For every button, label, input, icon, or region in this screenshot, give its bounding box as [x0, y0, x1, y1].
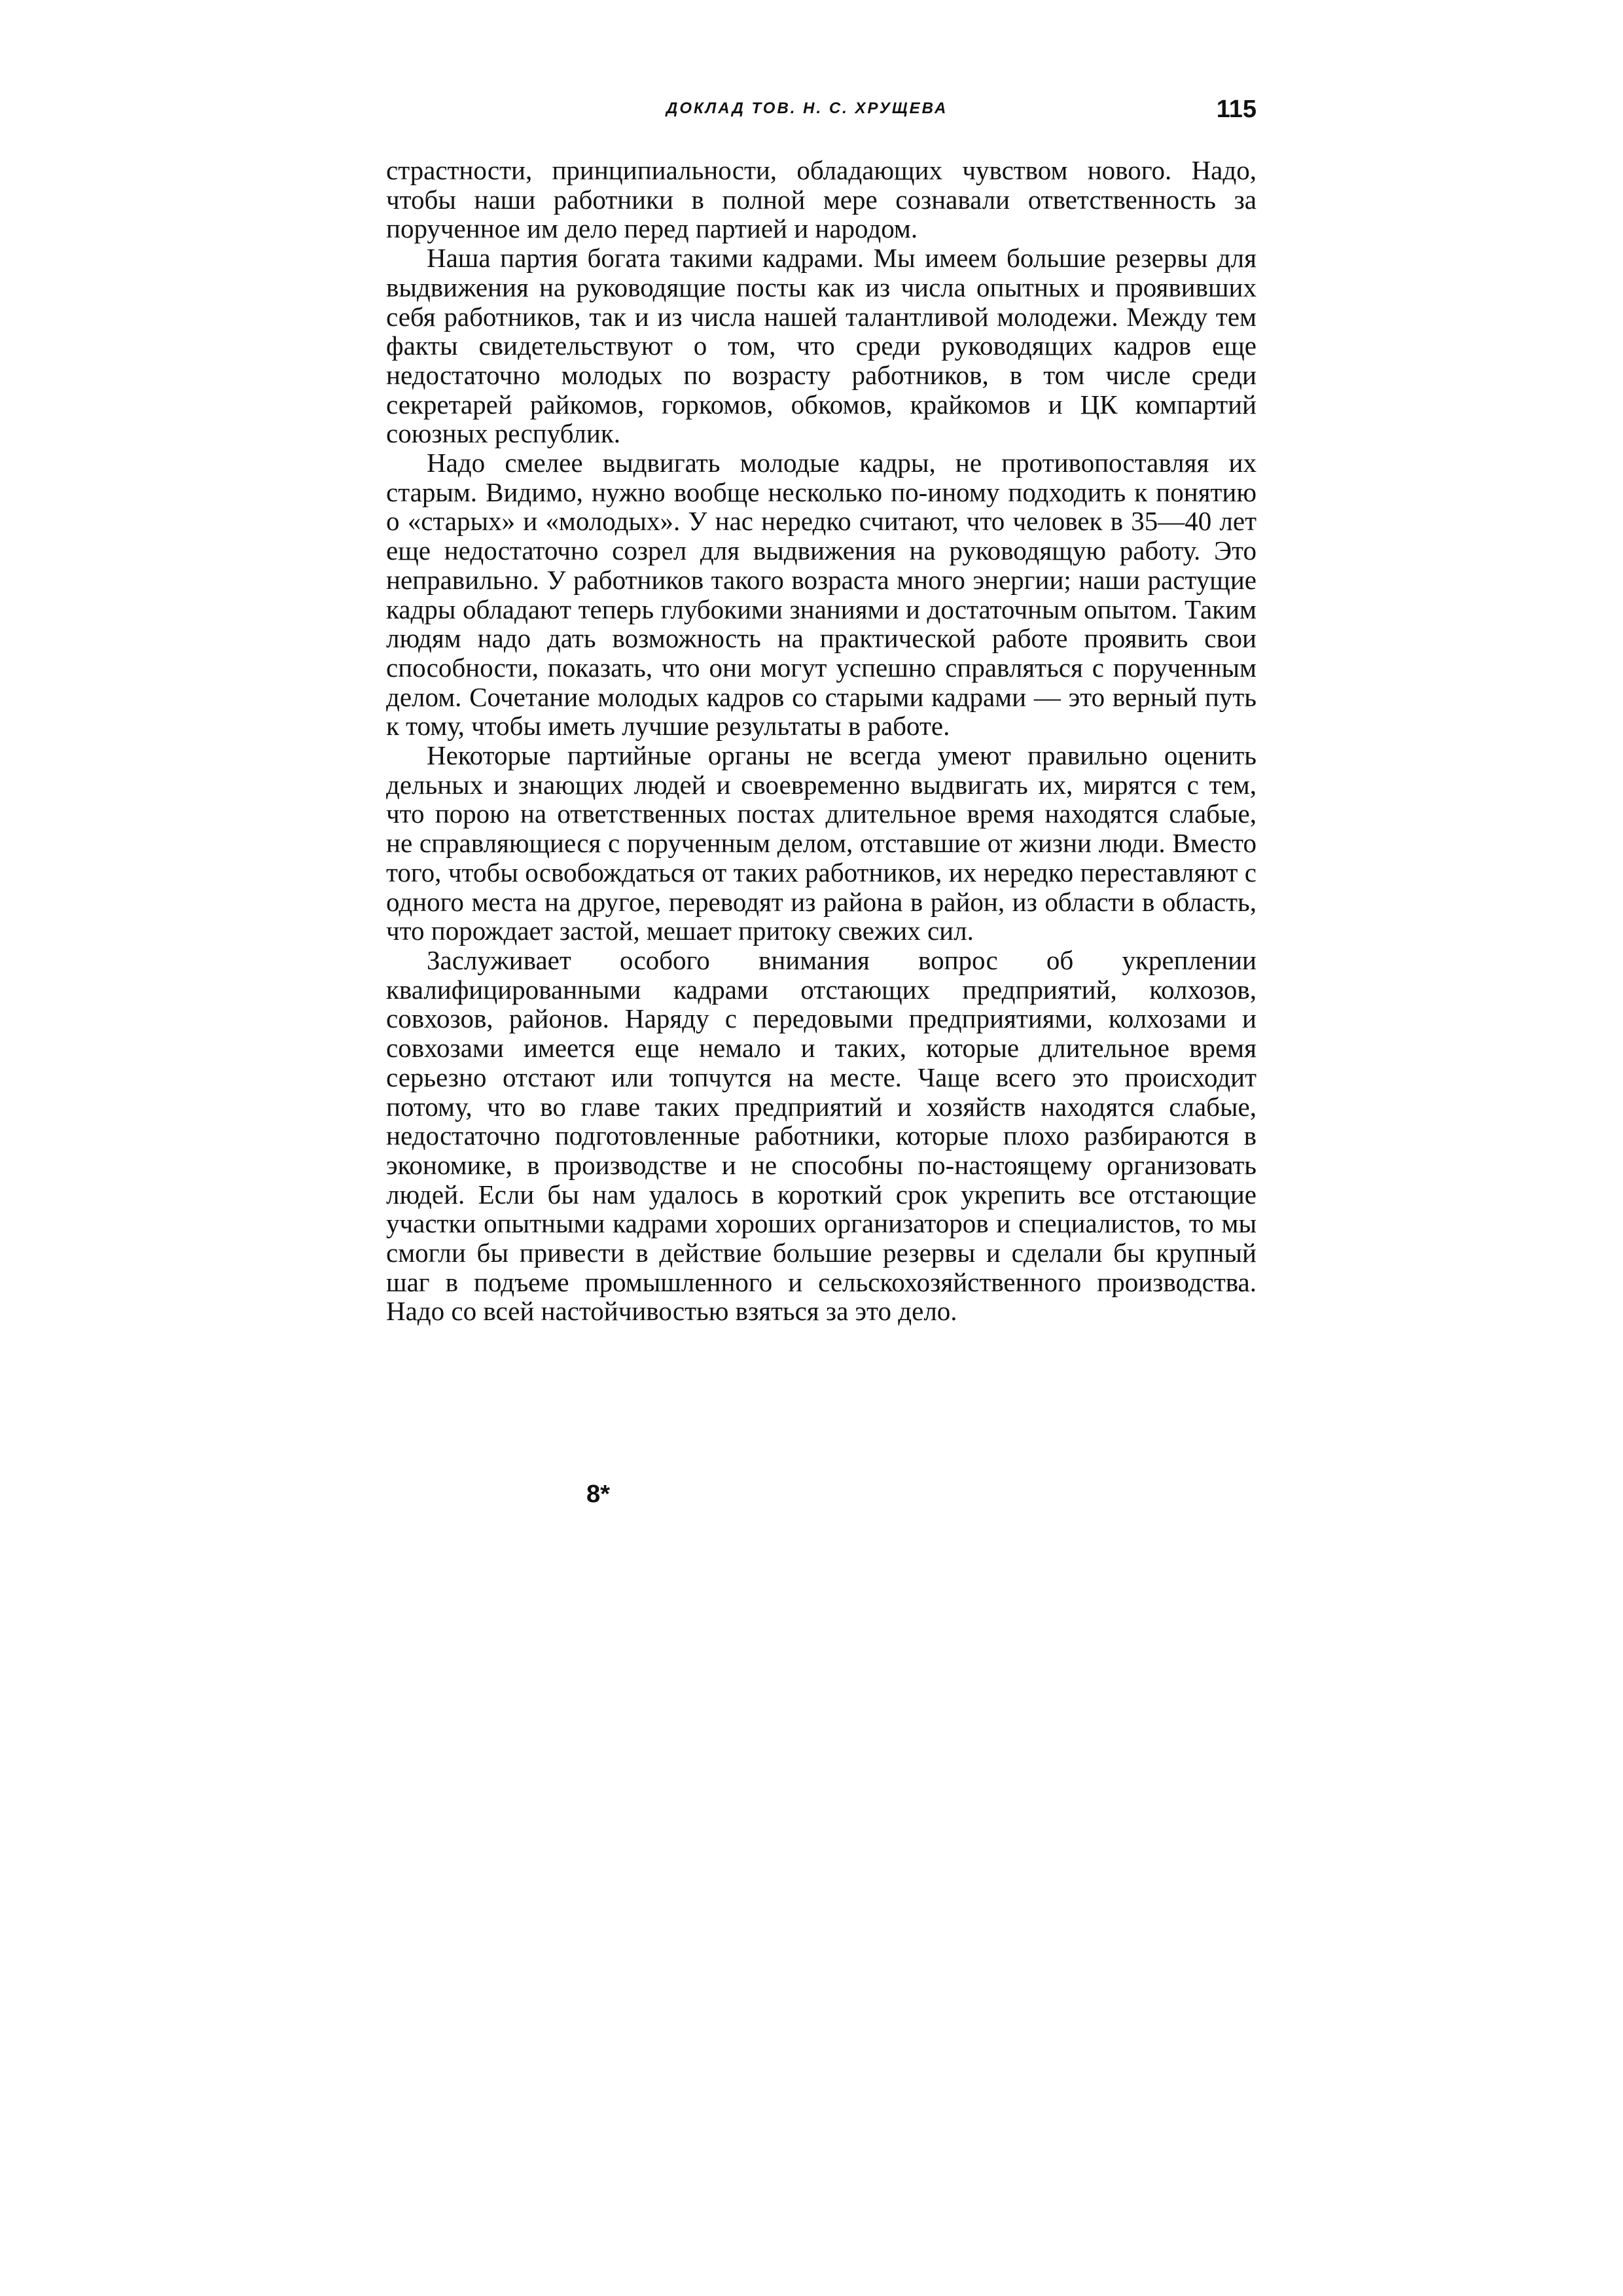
paragraph: страстности, принципиальности, обладающих чувством нового. Надо, чтобы наши работники в полной мере сознавали ответственность за порученное им дело перед партией и народом.	[386, 155, 1257, 244]
body-text	[386, 156, 1257, 1326]
running-title: ДОКЛАД ТОВ. Н. С. ХРУЩЕВА	[666, 99, 948, 117]
paragraph: Надо смелее выдвигать молодые кадры, не противопоставляя их старым. Видимо, нужно вообще несколько по-иному подходить к понятию о «старых» и «молодых». У нас нередко считают, что человек в 35—40 лет еще недостаточно созрел для выдвижения на руководящую работу. Это неправильно. У работников такого возраста много энергии; наши растущие кадры обладают теперь глубокими знаниями и достаточным опытом. Таким людям надо дать возможность на практической работе проявить свои способности, показать, что они могут успешно справляться с порученным делом. Сочетание молодых кадров со старыми кадрами — это верный путь к тому, чтобы иметь лучшие результаты в работе.	[386, 448, 1257, 742]
page-number: 115	[1216, 96, 1257, 123]
paragraph: Некоторые партийные органы не всегда умеют правильно оценить дельных и знающих людей и своевременно выдвигать их, мирятся с тем, что порою на ответственных постах длительное время находятся слабые, не справляющиеся с порученным делом, отставшие от жизни люди. Вместо того, чтобы освобождаться от таких работников, их нередко переставляют с одного места на другое, переводят из района в район, из области в область, что порождает застой, мешает притоку свежих сил.	[386, 740, 1257, 946]
paragraph: Заслуживает особого внимания вопрос об укреплении квалифицированными кадрами отстающих предприятий, колхозов, совхозов, районов. Наряду с передовыми предприятиями, колхозами и совхозами имеется еще немало и таких, которые длительное время серьезно отстают или топчутся на месте. Чаще всего это происходит потому, что во главе таких предприятий и хозяйств находятся слабые, недостаточно подготовленные работники, которые плохо разбираются в экономике, в производстве и не способны по-настоящему организовать людей. Если бы нам удалось в короткий срок укрепить все отстающие участки опытными кадрами хороших организаторов и специалистов, то мы смогли бы привести в действие большие резервы и сделали бы крупный шаг в подъеме промышленного и сельскохозяйственного производства. Надо со всей настойчивостью взяться за это дело.	[386, 944, 1257, 1327]
page-header	[386, 96, 1257, 132]
printer-signature-mark: 8*	[586, 1480, 610, 1508]
paragraph: Наша партия богата такими кадрами. Мы имеем большие резервы для выдвижения на руководящие посты как из числа опытных и проявивших себя работников, так и из числа нашей талантливой молодежи. Между тем факты свидетельствуют о том, что среди руководящих кадров еще недостаточно молодых по возрасту работников, в том числе среди секретарей райкомов, горкомов, обкомов, крайкомов и ЦК компартий союзных республик.	[386, 243, 1257, 449]
